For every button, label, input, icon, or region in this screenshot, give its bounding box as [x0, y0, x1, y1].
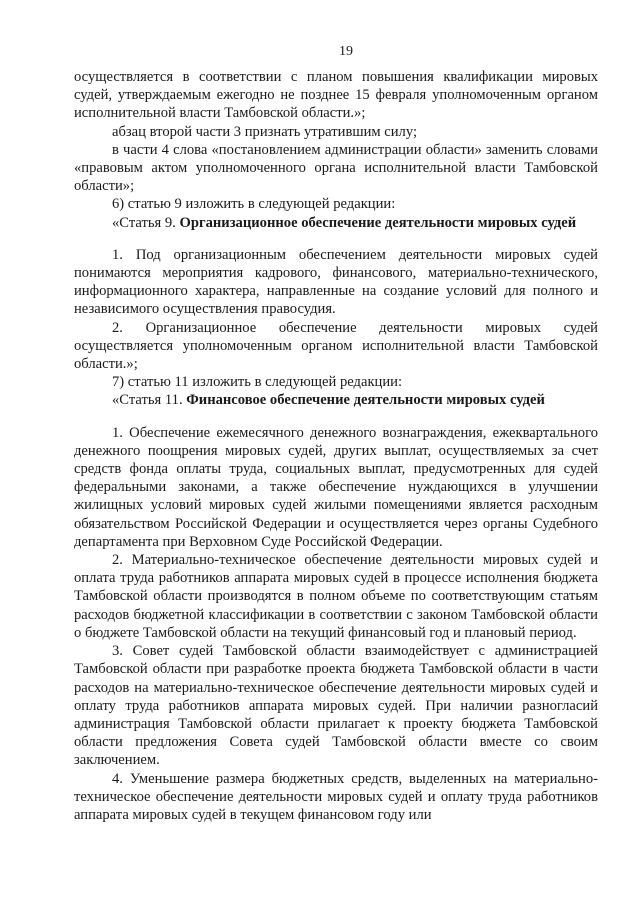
- paragraph: в части 4 слова «постановлением администрации области» заменить словами «правовым актом уполномоченного органа исполнительной власти Тамбовской области»;: [74, 141, 598, 195]
- article-heading: [74, 214, 598, 232]
- paragraph: 1. Обеспечение ежемесячного денежного вознаграждения, ежеквартального денежного поощрения мировых судей, других выплат, осуществляемых за счет средств фонда оплаты труда, социальных выплат, предусмотренных для судей федеральными законами, а также обеспечение нуждающихся в улучшении жилищных условий мировых судей жилыми помещениями является расходным обязательством Российской Федерации и осуществляется через органы Судебного департамента при Верховном Суде Российской Федерации.: [74, 424, 598, 550]
- article-heading-prefix: «Статья 11.: [112, 392, 187, 409]
- paragraph: 3. Совет судей Тамбовской области взаимодействует с администрацией Тамбовской области при разработке проекта бюджета Тамбовской области в части расходов на материально-техническое обеспечение деятельности мировых судей и оплату труда работников аппарата мировых судей. При наличии разногласий администрация Тамбовской области прилагает к проекту бюджета Тамбовской области предложения Совета судей Тамбовской области вместе со своим заключением.: [74, 643, 598, 769]
- paragraph: 2. Организационное обеспечение деятельности мировых судей осуществляется уполномоченным органом исполнительной власти Тамбовской области.»;: [74, 319, 598, 373]
- paragraph: 2. Материально-техническое обеспечение деятельности мировых судей и оплата труда работников аппарата мировых судей в процессе исполнения бюджета Тамбовской области производятся в полном объеме по соответствующим статьям расходов бюджетной классификации в соответствии с законом Тамбовской области о бюджете Тамбовской области на текущий финансовый год и плановый период.: [74, 552, 598, 641]
- paragraph: 4. Уменьшение размера бюджетных средств, выделенных на материально-техническое обеспечение деятельности мировых судей и оплату труда работников аппарата мировых судей в текущем финансовом году или: [74, 770, 598, 823]
- article-heading-title: Финансовое обеспечение деятельности мировых судей: [186, 392, 545, 409]
- article-heading-title: Организационное обеспечение деятельности мировых судей: [179, 214, 577, 231]
- paragraph: 7) статью 11 изложить в следующей редакции:: [112, 374, 403, 391]
- paragraph: 6) статью 9 изложить в следующей редакции:: [112, 196, 396, 213]
- article-heading: [74, 391, 598, 409]
- paragraph: 1. Под организационным обеспечением деятельности мировых судей понимаются мероприятия кадрового, финансового, материально-технического, информационного характера, направленные на создание условий для полного и независимого осуществления правосудия.: [74, 246, 598, 318]
- article-heading-prefix: «Статья 9.: [112, 214, 180, 231]
- document-body: [74, 68, 598, 824]
- page-number: 19: [339, 44, 353, 59]
- paragraph: абзац второй части 3 признать утратившим силу;: [112, 123, 418, 140]
- paragraph: осуществляется в соответствии с планом повышения квалификации мировых судей, утверждаемым ежегодно не позднее 15 февраля уполномоченным органом исполнительной власти Тамбовской области.»;: [74, 69, 598, 122]
